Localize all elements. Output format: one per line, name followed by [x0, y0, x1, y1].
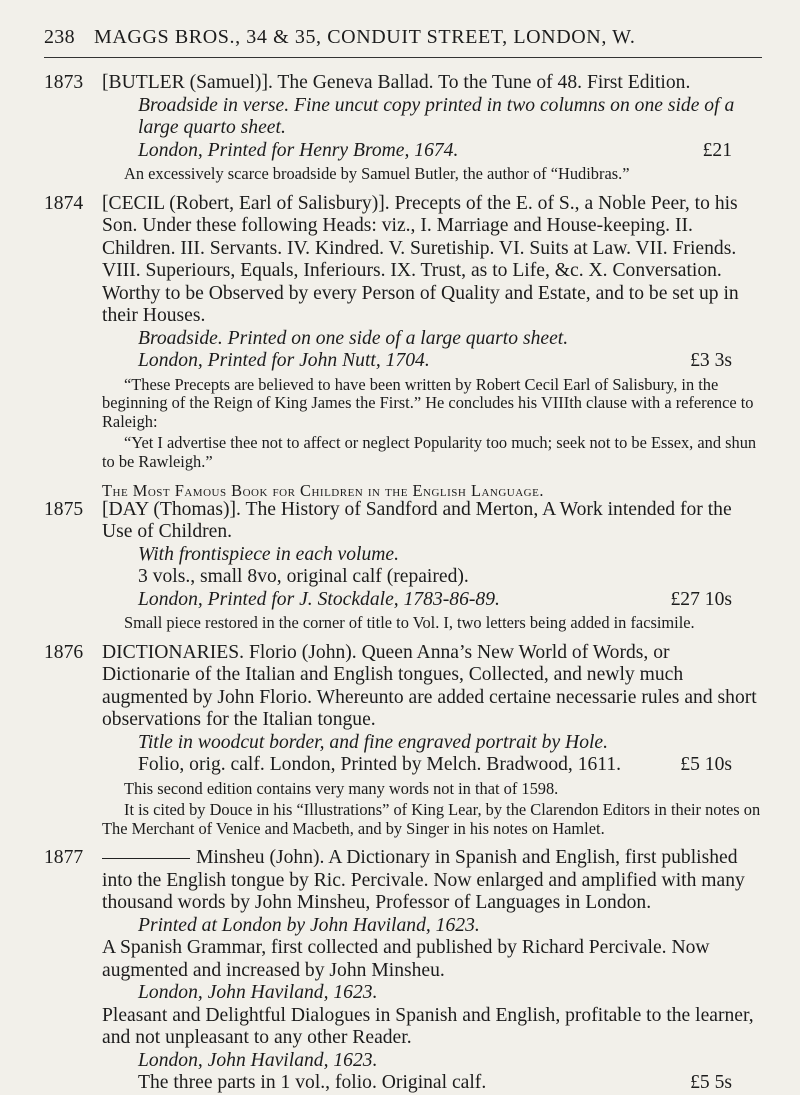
page-number: 238: [44, 26, 75, 48]
entry-heading: [DAY (Thomas)]. The History of Sandford and Merton, A Work intended for the Use of Children.: [102, 498, 732, 543]
entry-note: It is cited by Douce in his “Illustrations” of King Lear, by the Clarendon Editors in their notes on The Merchant of Venice and Macbeth, and by Singer in his notes on Hamlet.: [102, 800, 761, 838]
entry-price: £3 3s: [690, 350, 732, 372]
lot-number: 1873: [44, 72, 84, 93]
entry-price: £5 10s: [680, 754, 732, 776]
entry-note: An excessively scarce broadside by Samuel Butler, the author of “Hudibras.”: [124, 164, 630, 183]
entry-format: The three parts in 1 vol., folio. Original calf.: [138, 1072, 487, 1094]
section-subheading: The Most Famous Book for Children in the English Language.: [102, 480, 544, 500]
entry-description: With frontispiece in each volume.: [138, 543, 400, 565]
entry-heading: [CECIL (Robert, Earl of Salisbury)]. Precepts of the E. of S., a Noble Peer, to his Son. Under these following Heads: viz., I. Marriage and House-keeping. II. Children. III. Servants. IV. Kindred. V. Suretiship. VI. Suits at Law. VII. Friends. VIII. Superiours, Equals, Inferiours. IX. Trust, as to Life, &c. X. Conversation. Worthy to be Observed by every Person of Quality and Estate, and to be set up in their Houses.: [102, 192, 739, 327]
entry-price: £21: [702, 139, 732, 161]
entry-heading: [BUTLER (Samuel)]. The Geneva Ballad. To the Tune of 48. First Edition.: [102, 72, 691, 93]
entry-description: Broadside. Printed on one side of a large quarto sheet.: [138, 327, 569, 349]
header-rule: [44, 57, 762, 58]
entry-price: £27 10s: [670, 588, 732, 610]
catalogue-entry: [44, 193, 762, 472]
entry-imprint: London, Printed for Henry Brome, 1674.: [138, 139, 459, 161]
entry-note: “These Precepts are believed to have been written by Robert Cecil Earl of Salisbury, in the beginning of the Reign of King James the First.” He concludes his VIIIth clause with a reference to Raleigh:: [102, 374, 754, 431]
catalogue-entry: [44, 847, 762, 1095]
entry-imprint-line: [102, 589, 762, 612]
entry-heading-line: [102, 847, 762, 915]
entry-format: Folio, orig. calf. London, Printed by Melch. Bradwood, 1611.: [138, 754, 622, 776]
entry-imprint: London, Printed for J. Stockdale, 1783-86-89.: [138, 588, 500, 610]
entry-imprint: Printed at London by John Haviland, 1623.: [138, 914, 480, 936]
lot-number: 1874: [44, 192, 84, 214]
entry-subwork-imprint: London, John Haviland, 1623.: [138, 982, 378, 1004]
page-header: [44, 26, 762, 49]
catalogue-entry: [44, 499, 762, 633]
header-title: MAGGS BROS., 34 & 35, CONDUIT STREET, LONDON, W.: [94, 26, 636, 48]
ditto-dash: [102, 858, 190, 859]
entry-imprint: London, Printed for John Nutt, 1704.: [138, 350, 430, 372]
entry-note: “Yet I advertise thee not to affect or neglect Popularity too much; seek not to be Essex, and shun to be Rawleigh.”: [102, 433, 757, 471]
lot-number: 1877: [44, 847, 84, 869]
lot-number: 1875: [44, 498, 84, 520]
entry-note: This second edition contains very many words not in that of 1598.: [124, 778, 559, 798]
entry-price: £5 5s: [690, 1072, 732, 1094]
entry-subwork-imprint: London, John Haviland, 1623.: [138, 1049, 378, 1071]
catalogue-entry: [44, 72, 762, 184]
catalogue-entry: [44, 642, 762, 839]
entry-imprint-line: [102, 140, 762, 163]
entry-note: Small piece restored in the corner of title to Vol. I, two letters being added in facsimile.: [124, 613, 695, 633]
entry-description: Broadside in verse. Fine uncut copy printed in two columns on one side of a large quarto sheet.: [138, 94, 735, 138]
entry-imprint-line: [102, 1072, 762, 1095]
entry-description: Title in woodcut border, and fine engraved portrait by Hole.: [138, 731, 609, 753]
entry-imprint-line: [102, 350, 762, 373]
entry-heading: DICTIONARIES. Florio (John). Queen Anna’s New World of Words, or Dictionarie of the Italian and English tongues, Collected, and newly much augmented by John Florio. Whereunto are added certaine necessarie rules and short observations for the Italian tongue.: [102, 641, 757, 731]
lot-number: 1876: [44, 641, 84, 663]
entry-subwork: Pleasant and Delightful Dialogues in Spanish and English, profitable to the learner, and not unpleasant to any other Reader.: [102, 1004, 754, 1049]
entry-heading: Minsheu (John). A Dictionary in Spanish and English, first published into the English tongue by Ric. Percivale. Now enlarged and amplified with many thousand words by John Minsheu, Professor of Languages in London.: [102, 847, 745, 914]
entry-imprint-line: [102, 754, 762, 777]
entry-format: 3 vols., small 8vo, original calf (repaired).: [138, 566, 469, 588]
entry-subwork: A Spanish Grammar, first collected and published by Richard Percivale. Now augmented and increased by John Minsheu.: [102, 937, 710, 981]
